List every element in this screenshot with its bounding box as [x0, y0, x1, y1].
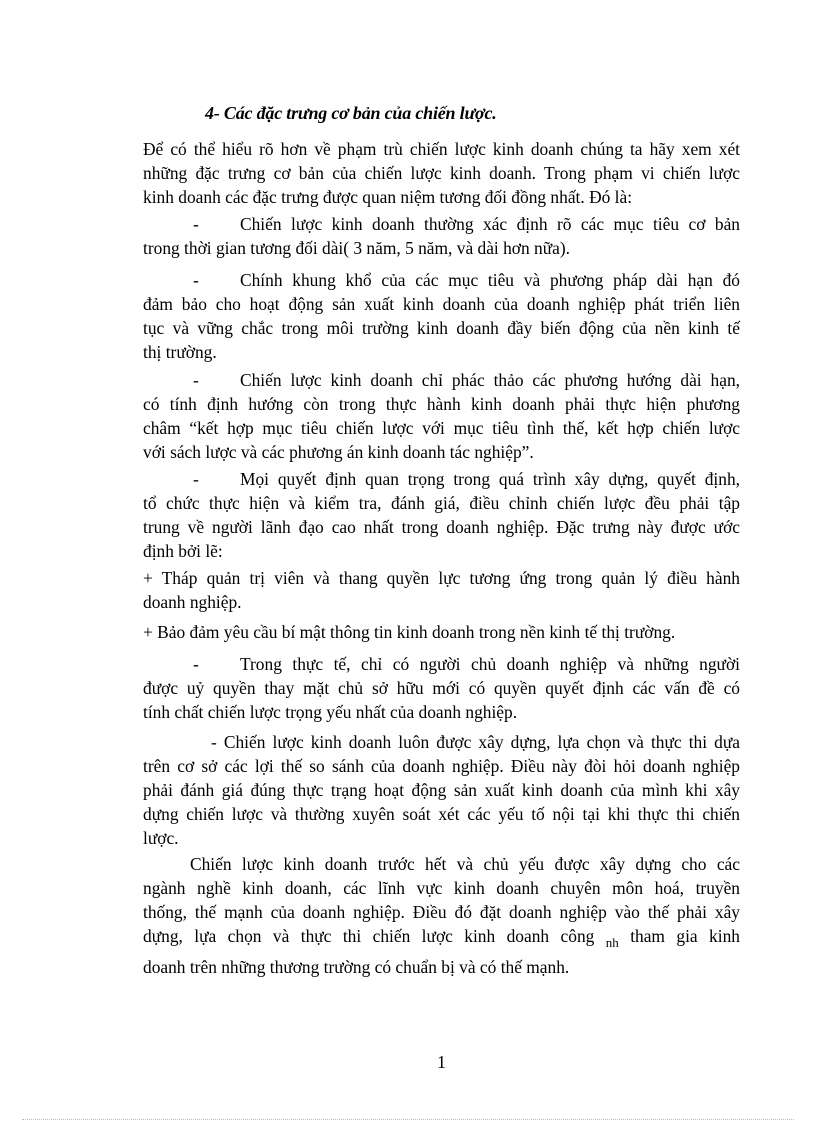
- footer-divider: [22, 1119, 794, 1120]
- bullet-dash: -: [193, 270, 199, 290]
- text-line: thống, thế mạnh của doanh nghiệp. Điều đó đặt doanh nghiệp vào thế phải xây: [143, 902, 740, 922]
- text-line: doanh nghiệp.: [143, 592, 242, 612]
- subscript-fragment: nh: [605, 935, 619, 950]
- text-line: phải đánh giá đúng thực trạng hoạt động sản xuất kinh doanh của mình khi xây: [143, 780, 740, 800]
- bullet-dash: -: [193, 214, 199, 234]
- paragraph-trait-4: [143, 467, 740, 563]
- text-line: + Tháp quản trị viên và thang quyền lực tương ứng trong quản lý điều hành: [143, 568, 740, 588]
- text-line: châm “kết hợp mục tiêu chiến lược với mục tiêu tình thế, kết hợp chiến lược: [143, 418, 740, 438]
- text-line: kinh doanh các đặc trưng được quan niệm tương đối đồng nhất. Đó là:: [143, 187, 633, 207]
- text-line: tham gia kinh: [630, 926, 740, 946]
- text-line: trên cơ sở các lợi thế so sánh của doanh nghiệp. Điều này đòi hỏi doanh nghiệp: [143, 756, 740, 776]
- text-line: Trong thực tế, chỉ có người chủ doanh nghiệp và những người: [240, 654, 740, 674]
- text-line: lược.: [143, 828, 179, 848]
- text-line: được uỷ quyền thay mặt chủ sở hữu mới có quyền quyết định các vấn đề có: [143, 678, 740, 698]
- section-heading: 4- Các đặc trưng cơ bản của chiến lược.: [205, 103, 497, 123]
- bullet-dash: -: [193, 370, 199, 390]
- paragraph-trait-1: [143, 212, 740, 260]
- paragraph-trait-6: [143, 730, 740, 850]
- text-line: định bởi lẽ:: [143, 541, 223, 561]
- text-line: doanh trên những thương trường có chuẩn bị và có thế mạnh.: [143, 957, 570, 977]
- text-line: những đặc trưng cơ bản của chiến lược kinh doanh. Trong phạm vi chiến lược: [143, 163, 740, 183]
- paragraph-trait-2: [143, 268, 740, 364]
- paragraph-trait-5: [143, 652, 740, 724]
- text-line: trung về người lãnh đạo cao nhất trong doanh nghiệp. Đặc trưng này được ước: [143, 517, 740, 537]
- text-line: ngành nghề kinh doanh, các lĩnh vực kinh doanh chuyên môn hoá, truyền: [143, 878, 740, 898]
- text-line: trong thời gian tương đối dài( 3 năm, 5 năm, và dài hơn nữa).: [143, 238, 571, 258]
- bullet-dash: -: [193, 469, 199, 489]
- text-line: Để có thể hiểu rõ hơn về phạm trù chiến lược kinh doanh chúng ta hãy xem xét: [143, 139, 740, 159]
- paragraph-reason-2: [143, 620, 740, 644]
- text-line: Chiến lược kinh doanh thường xác định rõ các mục tiêu cơ bản: [240, 214, 740, 234]
- text-line: Chính khung khổ của các mục tiêu và phương pháp dài hạn đó: [240, 270, 740, 290]
- paragraph-conclusion: [143, 852, 740, 979]
- paragraph-reason-1: [143, 566, 740, 614]
- text-line: tục và vững chắc trong môi trường kinh doanh đầy biến động của nền kinh tế: [143, 318, 740, 338]
- text-line: thị trường.: [143, 342, 217, 362]
- bullet-dash: -: [193, 654, 199, 674]
- text-line: có tính định hướng còn trong thực hành kinh doanh phải thực hiện phương: [143, 394, 740, 414]
- text-line: - Chiến lược kinh doanh luôn được xây dựng, lựa chọn và thực thi dựa: [211, 732, 740, 752]
- text-line: Chiến lược kinh doanh trước hết và chủ yếu được xây dựng cho các: [190, 854, 740, 874]
- text-line: + Bảo đảm yêu cầu bí mật thông tin kinh doanh trong nền kinh tế thị trường.: [143, 622, 676, 642]
- text-line: dựng, lựa chọn và thực thi chiến lược kinh doanh công: [143, 926, 595, 946]
- text-line: Chiến lược kinh doanh chỉ phác thảo các phương hướng dài hạn,: [240, 370, 740, 390]
- text-line: đảm bảo cho hoạt động sản xuất kinh doanh của doanh nghiệp phát triển liên: [143, 294, 740, 314]
- text-line: tính chất chiến lược trọng yếu nhất của doanh nghiệp.: [143, 702, 518, 722]
- text-line: tổ chức thực hiện và kiểm tra, đánh giá, điều chỉnh chiến lược đều phải tập: [143, 493, 740, 513]
- paragraph-trait-3: [143, 368, 740, 464]
- paragraph-intro: [143, 137, 740, 209]
- page-number: 1: [437, 1052, 446, 1072]
- text-line: với sách lược và các phương án kinh doanh tác nghiệp”.: [143, 442, 534, 462]
- text-line: dựng chiến lược và thường xuyên soát xét các yếu tố nội tại khi thực thi chiến: [143, 804, 740, 824]
- text-line: Mọi quyết định quan trọng trong quá trình xây dựng, quyết định,: [240, 469, 740, 489]
